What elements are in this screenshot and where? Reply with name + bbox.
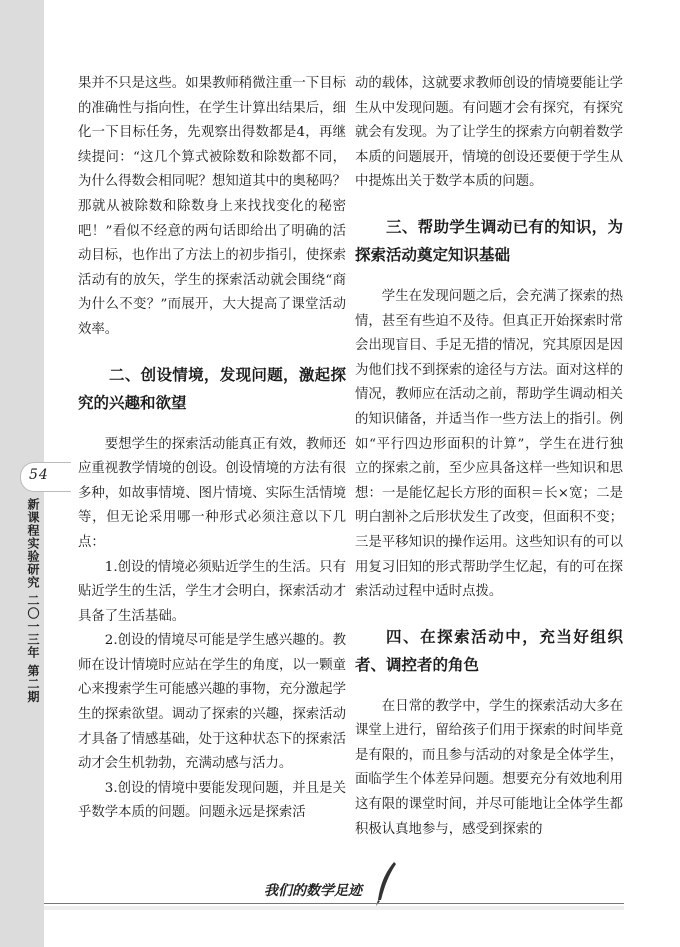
journal-issue-label: 新课程实验研究 二〇一三年 第二期 xyxy=(26,498,40,704)
right-column xyxy=(355,72,623,842)
paragraph: 2.创设的情境尽可能是学生感兴趣的。教师在设计情境时应站在学生的角度，以一颗童心来搜索学生可能感兴趣的事物，充分激起学生的探索欲望。调动了探索的兴趣，探索活动才具备了情感基础，处于这种状态下的探索活动才会生机勃勃，充满动感与活力。 xyxy=(78,633,346,772)
left-column xyxy=(78,72,346,826)
paragraph: 3.创设的情境中要能发现问题，并且是关乎数学本质的问题。问题永远是探索活 xyxy=(78,780,346,821)
quill-pen-icon xyxy=(372,860,400,908)
footer-title: 我们的数学足迹 xyxy=(264,883,362,899)
paragraph: 1.创设的情境必须贴近学生的生活。只有贴近学生的生活，学生才会明白，探索活动才具备了生活基础。 xyxy=(78,559,346,624)
footer-shadow xyxy=(44,906,624,910)
page-number: 54 xyxy=(29,467,49,483)
section-heading: 四、在探索活动中，充当好组织者、调控者的角色 xyxy=(355,627,623,674)
page-number-tab xyxy=(20,462,71,492)
paragraph: 果并不只是这些。如果教师稍微注重一下目标的准确性与指向性，在学生计算出结果后，细化一下目标任务，先观察出得数都是4，再继续提问：“这几个算式被除数和除数都不同，为什么得数会相同呢？想知道其中的奥秘吗？那就从被除数和除数身上来找找变化的秘密吧！”看似不经意的两句话即给出了明确的活动目标，也作出了方法上的初步指引，使探索活动有的放矢，学生的探索活动就会围绕“商为什么不变？”而展开，大大提高了课堂活动效率。 xyxy=(78,76,346,337)
footer-rule xyxy=(44,903,624,904)
paragraph: 动的载体，这就要求教师创设的情境要能让学生从中发现问题。有问题才会有探究，有探究就会有发现。为了让学生的探索方向朝着数学本质的问题展开，情境的创设还要便于学生从中提炼出关于数学本质的问题。 xyxy=(355,76,623,190)
paragraph: 要想学生的探索活动能真正有效，教师还应重视教学情境的创设。创设情境的方法有很多种，如故事情境、图片情境、实际生活情境等，但无论采用哪一种形式必须注意以下几点： xyxy=(78,436,346,550)
paragraph: 学生在发现问题之后，会充满了探索的热情，甚至有些迫不及待。但真正开始探索时常会出现盲目、手足无措的情况，究其原因是因为他们找不到探索的途径与方法。面对这样的情况，教师应在活动之前，帮助学生调动相关的知识储备，并适当作一些方法上的指引。例如“平行四边形面积的计算”，学生在进行独立的探索之前，至少应具备这样一些知识和思想：一是能忆起长方形的面积＝长×宽；二是明白割补之后形状发生了改变，但面积不变；三是平移知识的操作运用。这些知识有的可以用复习旧知的形式帮助学生忆起，有的可在探索活动过程中适时点拨。 xyxy=(355,288,623,600)
section-heading: 二、创设情境，发现问题，激起探究的兴趣和欲望 xyxy=(78,365,346,412)
section-heading: 三、帮助学生调动已有的知识，为探索活动奠定知识基础 xyxy=(355,217,623,264)
paragraph: 在日常的教学中，学生的探索活动大多在课堂上进行，留给孩子们用于探索的时间毕竟是有限的，而且参与活动的对象是全体学生，面临学生个体差异问题。想要充分有效地利用这有限的课堂时间，并尽可能地让全体学生都积极认真地参与，感受到探索的 xyxy=(355,698,623,837)
